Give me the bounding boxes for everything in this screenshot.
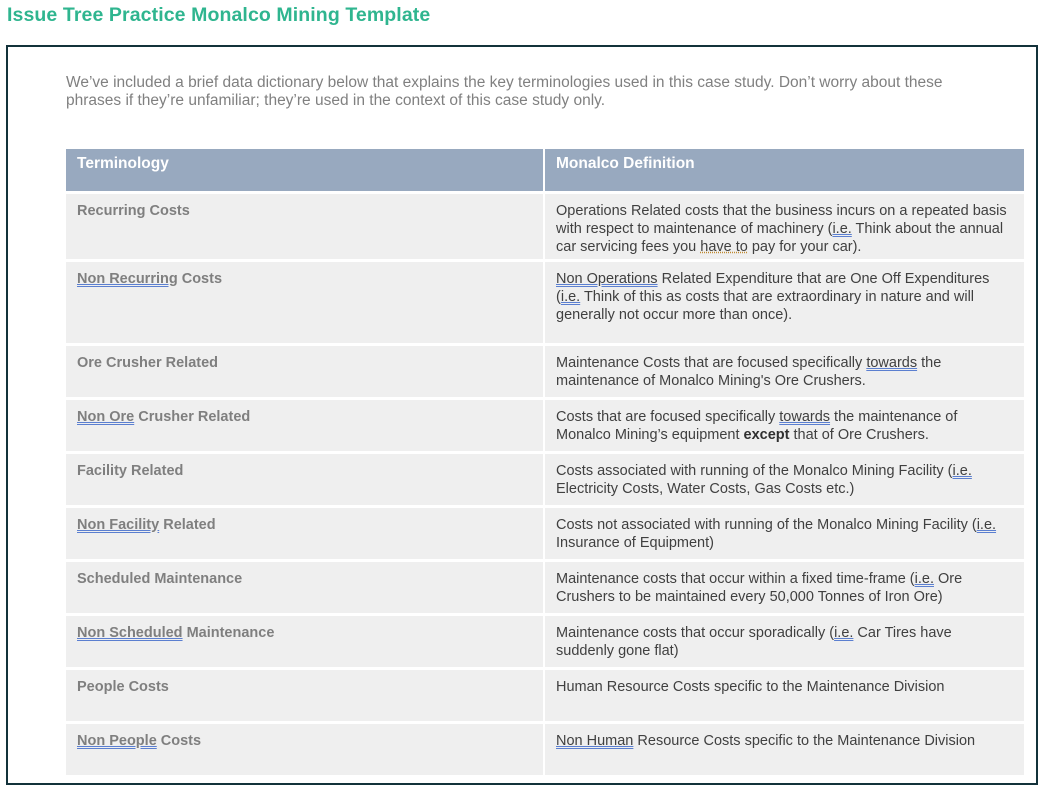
term-text: Non Ore <box>77 408 135 425</box>
definition-text: Non Human <box>556 732 634 749</box>
definition-text: pay for your car). <box>747 238 862 255</box>
definition-cell <box>544 452 1024 506</box>
term-cell <box>66 614 544 668</box>
definition-text: the maintenance of Monalco Mining's Ore Crushers. <box>556 354 942 389</box>
definition-cell <box>544 668 1024 722</box>
term-cell <box>66 260 544 344</box>
table-row <box>66 722 1024 775</box>
term-cell <box>66 668 544 722</box>
definition-text: Operations Related costs that the business incurs on a repeated basis with respect to maintenance of machinery ( <box>556 202 1007 237</box>
term-cell <box>66 722 544 775</box>
table-row <box>66 398 1024 452</box>
table-row <box>66 506 1024 560</box>
definition-cell <box>544 506 1024 560</box>
term-text: Facility Related <box>77 462 184 479</box>
definition-cell <box>544 722 1024 775</box>
term-text: Maintenance <box>182 624 275 641</box>
intro-paragraph: We’ve included a brief data dictionary below that explains the key terminologies used in this case study. Don’t worry about these phrases if they’re unfamiliar; they’re used in the context of this case study only. <box>66 74 943 109</box>
term-text: Ore Crusher Related <box>77 354 219 371</box>
term-text: Costs <box>156 732 202 749</box>
definition-text: Electricity Costs, Water Costs, Gas Costs etc.) <box>556 480 855 497</box>
definition-text: Ore Crushers to be maintained every 50,000 Tonnes of Iron Ore) <box>556 570 963 605</box>
term-cell <box>66 344 544 398</box>
definition-text: i.e. <box>832 220 852 237</box>
table-row <box>66 668 1024 722</box>
data-dictionary-table <box>66 149 1024 775</box>
term-text: Costs <box>177 270 223 287</box>
definition-text: i.e. <box>952 462 972 479</box>
table-row <box>66 452 1024 506</box>
definition-text: towards <box>866 354 918 371</box>
term-text: Non Scheduled <box>77 624 183 641</box>
table-row <box>66 614 1024 668</box>
definition-cell <box>544 344 1024 398</box>
definition-text: Costs associated with running of the Monalco Mining Facility ( <box>556 462 953 479</box>
table-row <box>66 260 1024 344</box>
document-frame <box>6 45 1038 785</box>
definition-cell <box>544 560 1024 614</box>
term-cell <box>66 192 544 260</box>
table-row <box>66 344 1024 398</box>
definition-text: Human Resource Costs specific to the Maintenance Division <box>556 678 945 695</box>
page-title: Issue Tree Practice Monalco Mining Template <box>7 4 431 26</box>
term-cell <box>66 398 544 452</box>
definition-text: Maintenance Costs that are focused specifically <box>556 354 867 371</box>
definition-cell <box>544 614 1024 668</box>
term-cell <box>66 452 544 506</box>
term-text: Related <box>159 516 216 533</box>
term-cell <box>66 506 544 560</box>
definition-text: Related Expenditure that are One Off Expenditures ( <box>556 270 990 305</box>
definition-text: have to <box>700 238 748 255</box>
definition-text: Car Tires have suddenly gone flat) <box>556 624 952 659</box>
term-text: People Costs <box>77 678 169 695</box>
definition-text: Maintenance costs that occur sporadically ( <box>556 624 835 641</box>
term-text: Non Recurring <box>77 270 178 287</box>
table-header-row <box>66 149 1024 192</box>
definition-text: that of Ore Crushers. <box>789 426 929 443</box>
table-row <box>66 192 1024 260</box>
definition-cell <box>544 260 1024 344</box>
definition-text: i.e. <box>976 516 997 533</box>
term-text: Crusher Related <box>134 408 251 425</box>
definition-text: Maintenance costs that occur within a fixed time-frame ( <box>556 570 915 587</box>
term-text: Non People <box>77 732 157 749</box>
definition-text: towards <box>779 408 831 425</box>
term-text: Non Facility <box>77 516 160 533</box>
definition-text: i.e. <box>914 570 934 587</box>
definition-text: Think about the annual car servicing fees you <box>556 220 1004 255</box>
term-text: Scheduled Maintenance <box>77 570 243 587</box>
definition-text: Costs that are focused specifically <box>556 408 780 425</box>
definition-text: i.e. <box>834 624 854 641</box>
definition-text: Non Operations <box>556 270 658 287</box>
definition-text: the maintenance of Monalco Mining’s equipment <box>556 408 958 443</box>
definition-text: Insurance of Equipment) <box>556 534 714 551</box>
definition-text: Costs not associated with running of the Monalco Mining Facility ( <box>556 516 977 533</box>
term-text: Recurring Costs <box>77 202 190 219</box>
definition-text: i.e. <box>560 288 581 305</box>
table-row <box>66 560 1024 614</box>
definition-text: except <box>743 426 790 443</box>
definition-text: Think of this as costs that are extraordinary in nature and will generally not occur more than once). <box>556 288 975 323</box>
definition-cell <box>544 398 1024 452</box>
header-definition: Monalco Definition <box>544 149 1024 192</box>
definition-text: Resource Costs specific to the Maintenance Division <box>633 732 976 749</box>
definition-cell <box>544 192 1024 260</box>
header-terminology: Terminology <box>66 149 544 192</box>
term-cell <box>66 560 544 614</box>
